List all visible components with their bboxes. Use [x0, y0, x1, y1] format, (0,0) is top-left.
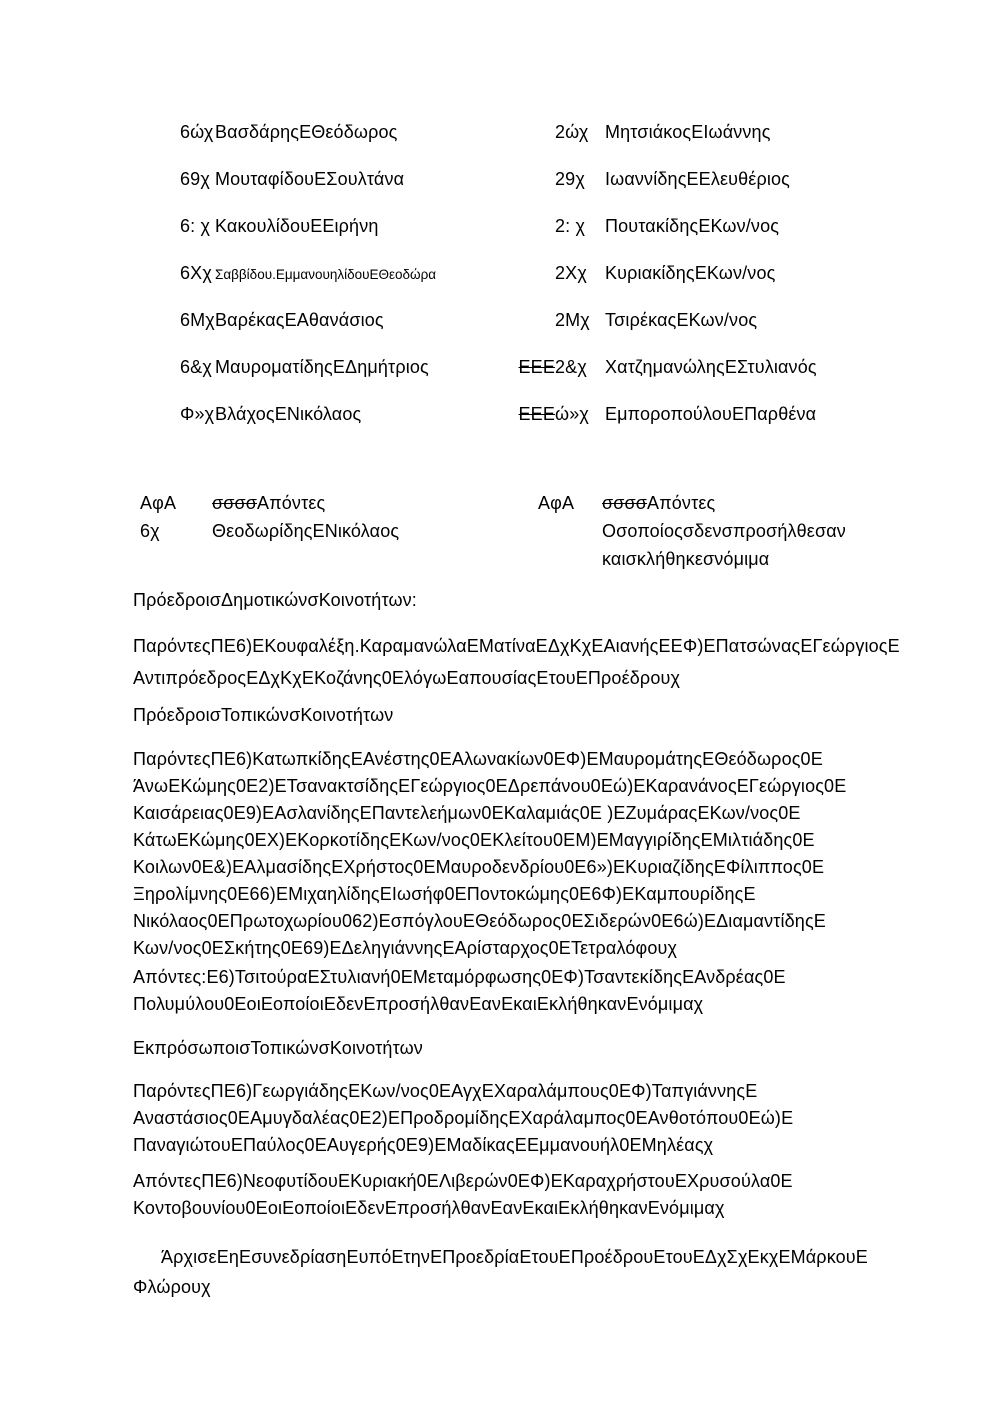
- roster-row: [180, 216, 910, 263]
- member-name: ΚυριακίδηςΕΚων/νος: [605, 263, 776, 283]
- paragraph-representatives-present: [133, 1078, 910, 1159]
- member-name: ΙωαννίδηςΕΕλευθέριος: [605, 169, 791, 189]
- member-number: 29χ: [555, 169, 585, 189]
- absent-left-column: [140, 489, 538, 573]
- paragraph-line: ΠαρόντεςΠΕ6)ΓεωργιάδηςΕΚων/νος0ΕΑγχΕΧαραλάμπους0ΕΦ)ΤαπγιάννηςΕ: [133, 1081, 758, 1101]
- paragraph-line: Πολυμύλου0ΕοιΕοποίοιΕδενΕπροσήλθανΕανΕκαιΕκλήθηκανΕνόμιμαχ: [133, 994, 704, 1014]
- paragraph-line: ΚάτωΕΚώμης0ΕΧ)ΕΚορκοτίδηςΕΚων/νος0ΕΚλείτου0ΕΜ)ΕΜαγγιρίδηςΕΜιλτιάδης0Ε: [133, 830, 815, 850]
- absent-heading: σσσσΑπόντες: [602, 493, 716, 513]
- council-roster: [180, 122, 910, 451]
- member-name: ΕμποροπούλουΕΠαρθένα: [605, 404, 817, 424]
- member-number: 6Χχ: [180, 263, 212, 283]
- paragraph-line: Φλώρουχ: [133, 1277, 211, 1297]
- paragraph-line: ΑπόντεςΠΕ6)ΝεοφυτίδουΕΚυριακή0ΕΛιβερών0ΕΦ)ΕΚαραχρήστουΕΧρυσούλα0Ε: [133, 1171, 793, 1191]
- garbled-glyphs: σσσσ: [212, 493, 258, 513]
- member-name: ΜητσιάκοςΕΙωάννης: [605, 122, 771, 142]
- garbled-prefix: ΕΕΕ: [518, 404, 555, 424]
- member-number: ώ»χ: [555, 404, 589, 424]
- paragraph-line: ΠαναγιώτουΕΠαύλος0ΕΑυγερής0Ε9)ΕΜαδίκαςΕΕμμανουήλ0ΕΜηλέαςχ: [133, 1135, 714, 1155]
- member-name: ΧατζημανώληςΕΣτυλιανός: [605, 357, 817, 377]
- roster-row: [180, 263, 910, 310]
- paragraph-line: Καισάρειας0Ε9)ΕΑσλανίδηςΕΠαντελεήμων0ΕΚαλαμιάς0Ε )ΕΖυμάραςΕΚων/νος0Ε: [133, 803, 801, 823]
- member-number: 6: χ: [180, 216, 211, 236]
- absent-heading: σσσσΑπόντες: [212, 493, 326, 513]
- member-name: ΒαρέκαςΕΑθανάσιος: [215, 310, 384, 330]
- member-number: Φ»χ: [180, 404, 215, 424]
- member-name: ΒασδάρηςΕΘεόδωρος: [215, 122, 398, 142]
- member-number: 6Μχ: [180, 310, 215, 330]
- member-number: 2&χ: [555, 357, 587, 377]
- member-number: 2Χχ: [555, 263, 587, 283]
- member-name: ΘεοδωρίδηςΕΝικόλαος: [212, 521, 400, 541]
- paragraph-local-presidents-absent: [133, 964, 910, 1018]
- member-name: Σαββίδου.ΕμμανουηλίδουΕΘεοδώρα: [215, 267, 437, 282]
- paragraph-line: ΑντιπρόεδροςΕΔχΚχΕΚοζάνης0ΕλόγωΕαπουσίαςΕτουΕΠροέδρουχ: [133, 668, 681, 688]
- roster-row: [180, 404, 910, 451]
- paragraph-line: Νικόλαος0ΕΠρωτοχωρίου062)ΕσπόγλουΕΘεόδωρος0ΕΣιδερών0Ε6ώ)ΕΔιαμαντίδηςΕ: [133, 911, 826, 931]
- absent-note-line: καισκλήθηκεσνόμιμα: [602, 549, 770, 569]
- member-number: 69χ: [180, 169, 210, 189]
- paragraph-municipal-presidents-present: [133, 630, 910, 694]
- absent-right-column: [538, 489, 910, 573]
- garbled-prefix: ΕΕΕ: [518, 357, 555, 377]
- paragraph-line: ΆνωΕΚώμης0Ε2)ΕΤσανακτσίδηςΕΓεώργιος0ΕΔρεπάνου0Εώ)ΕΚαρανάνοςΕΓεώργιος0Ε: [133, 776, 847, 796]
- paragraph-line: Απόντες:Ε6)ΤσιτούραΕΣτυλιανή0ΕΜεταμόρφωσης0ΕΦ)ΤσαντεκίδηςΕΑνδρέας0Ε: [133, 967, 786, 987]
- member-number: 6ώχ: [180, 122, 214, 142]
- member-name: ΜαυροματίδηςΕΔημήτριος: [215, 357, 429, 377]
- paragraph-local-presidents-present: [133, 746, 910, 962]
- paragraph-line: ΠαρόντεςΠΕ6)ΚατωπκίδηςΕΑνέστης0ΕΑλωνακίων0ΕΦ)ΕΜαυρομάτηςΕΘεόδωρος0Ε: [133, 749, 823, 769]
- member-name: ΤσιρέκαςΕΚων/νος: [605, 310, 758, 330]
- roster-row: [180, 169, 910, 216]
- paragraph-line: Κων/νος0ΕΣκήτης0Ε69)ΕΔεληγιάννηςΕΑρίσταρχος0ΕΤετραλόφουχ: [133, 938, 678, 958]
- section-heading-municipal-presidents: ΠρόεδροισΔημοτικώνσΚοινοτήτων:: [133, 590, 417, 610]
- absent-members-block: [140, 489, 910, 573]
- member-name: ΠουτακίδηςΕΚων/νος: [605, 216, 780, 236]
- garbled-prefix: ΑφΑ: [140, 493, 177, 513]
- paragraph-line: ΠαρόντεςΠΕ6)ΕΚουφαλέξη.ΚαραμανώλαΕΜατίναΕΔχΚχΕΑιανήςΕΕΦ)ΕΠατσώναςΕΓεώργιοςΕ: [133, 636, 900, 656]
- paragraph-line: Ξηρολίμνης0Ε66)ΕΜιχαηλίδηςΕΙωσήφ0ΕΠοντοκώμης0Ε6Φ)ΕΚαμπουρίδηςΕ: [133, 884, 756, 904]
- paragraph-representatives-absent: [133, 1168, 910, 1222]
- paragraph-session-opening: [133, 1242, 910, 1302]
- garbled-prefix: ΑφΑ: [538, 493, 575, 513]
- member-number: 2: χ: [555, 216, 586, 236]
- garbled-glyphs: σσσσ: [602, 493, 648, 513]
- roster-row: [180, 310, 910, 357]
- member-number: 6&χ: [180, 357, 212, 377]
- member-name: ΜουταφίδουΕΣουλτάνα: [215, 169, 405, 189]
- absent-note-line: Οσοποίοςσδενσπροσήλθεσαν: [602, 521, 846, 541]
- member-number: 2ώχ: [555, 122, 589, 142]
- paragraph-line: ΆρχισεΕηΕσυνεδρίασηΕυπόΕτηνΕΠροεδρίαΕτουΕΠροέδρουΕτουΕΔχΣχΕκχΕΜάρκουΕ: [161, 1247, 868, 1267]
- member-name: ΚακουλίδουΕΕιρήνη: [215, 216, 379, 236]
- member-number: 6χ: [140, 521, 160, 541]
- paragraph-line: Κοντοβουνίου0ΕοιΕοποίοιΕδενΕπροσήλθανΕανΕκαιΕκλήθηκανΕνόμιμαχ: [133, 1198, 725, 1218]
- roster-row: [180, 122, 910, 169]
- paragraph-line: Κοιλων0Ε&)ΕΑλμασίδηςΕΧρήστος0ΕΜαυροδενδρίου0Ε6»)ΕΚυριαζίδηςΕΦίλιππος0Ε: [133, 857, 825, 877]
- section-heading-local-presidents: ΠρόεδροισΤοπικώνσΚοινοτήτων: [133, 705, 394, 725]
- paragraph-line: Αναστάσιος0ΕΑμυγδαλέας0Ε2)ΕΠροδρομίδηςΕΧαράλαμπος0ΕΑνθοτόπου0Εώ)Ε: [133, 1108, 794, 1128]
- section-heading-local-representatives: ΕκπρόσωποισΤοπικώνσΚοινοτήτων: [133, 1038, 423, 1058]
- member-name: ΒλάχοςΕΝικόλαος: [215, 404, 362, 424]
- roster-row: [180, 357, 910, 404]
- member-number: 2Μχ: [555, 310, 590, 330]
